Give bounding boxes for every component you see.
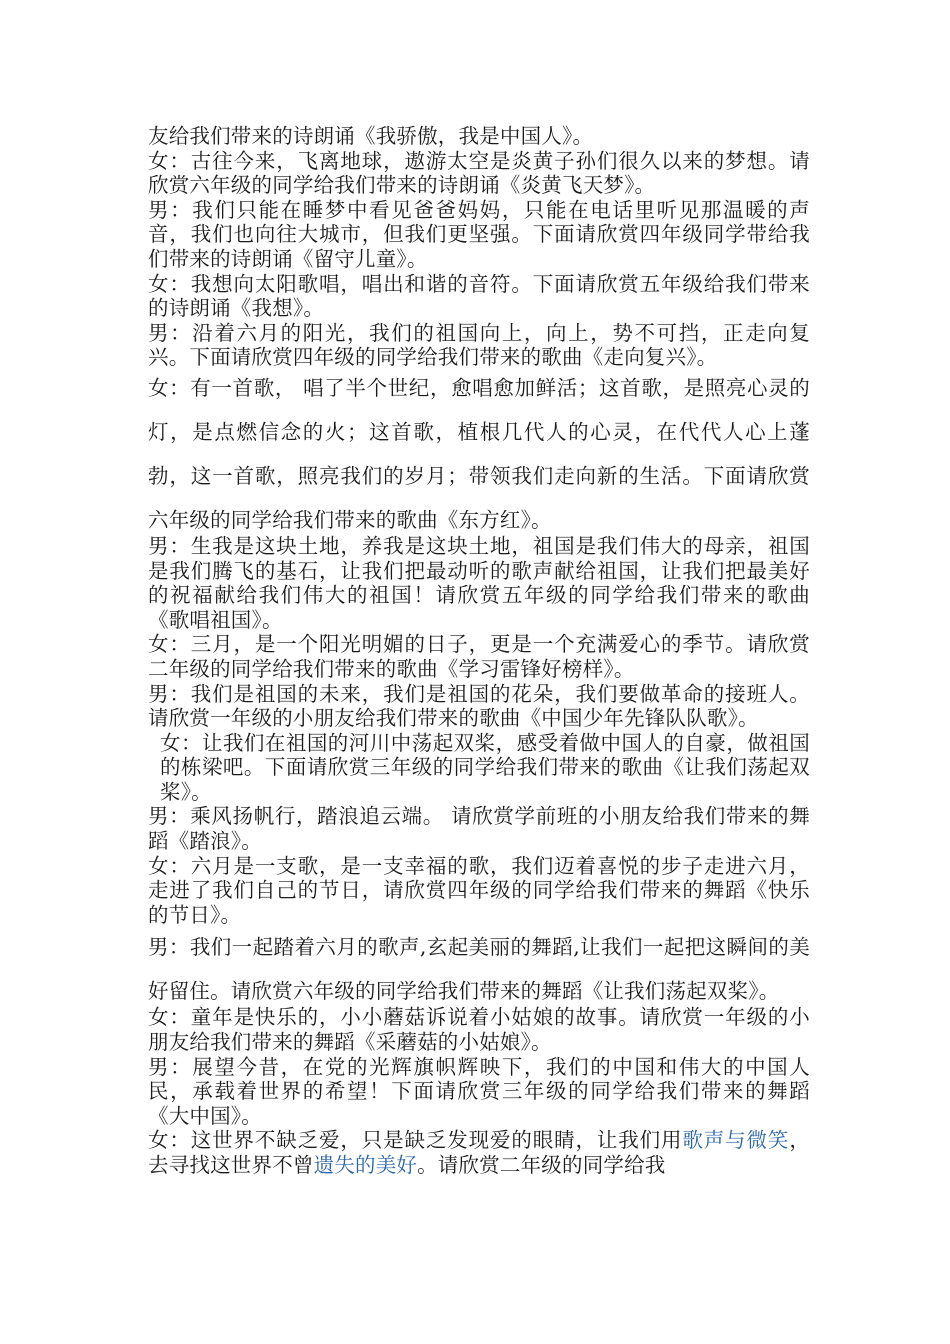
paragraph: 男：生我是这块土地，养我是这块土地，祖国是我们伟大的母亲，祖国是我们腾飞的基石，让我们把最动听的歌声献给祖国，让我们把最美好的祝福献给我们伟大的祖国！请欣赏五年级的同学给我们带来的歌曲《歌唱祖国》。	[148, 533, 810, 632]
paragraph: 男：我们一起踏着六月的歌声,玄起美丽的舞蹈,让我们一起把这瞬间的美好留住。请欣赏六年级的同学给我们带来的舞蹈《让我们荡起双桨》。	[148, 935, 810, 1004]
paragraph: 女：我想向太阳歌唱，唱出和谐的音符。下面请欣赏五年级给我们带来的诗朗诵《我想》。	[148, 271, 810, 321]
paragraph: 男：我们只能在睡梦中看见爸爸妈妈，只能在电话里听见那温暖的声音，我们也向往大城市，但我们更坚强。下面请欣赏四年级同学带给我们带来的诗朗诵《留守儿童》。	[148, 197, 810, 271]
paragraph: 男：我们是祖国的未来，我们是祖国的花朵，我们要做革命的接班人。请欣赏一年级的小朋友给我们带来的歌曲《中国少年先锋队队歌》。	[148, 681, 810, 731]
text-run: ，去寻找这世界不曾	[148, 1128, 811, 1177]
paragraph: 女：古往今来，飞离地球，遨游太空是炎黄子孙们很久以来的梦想。请欣赏六年级的同学给我们带来的诗朗诵《炎黄飞天梦》。	[148, 148, 810, 198]
hyperlink-lost-beauty[interactable]: 遗失的美好	[313, 1153, 418, 1177]
paragraph-last	[148, 1128, 810, 1177]
text-run: 。请欣赏二年级的同学给我	[417, 1153, 666, 1177]
paragraph: 女：童年是快乐的，小小蘑菇诉说着小姑娘的故事。请欣赏一年级的小朋友给我们带来的舞蹈《采蘑菇的小姑娘》。	[148, 1005, 810, 1055]
paragraph: 男：乘风扬帆行，踏浪追云端。 请欣赏学前班的小朋友给我们带来的舞蹈《踏浪》。	[148, 804, 810, 854]
paragraph: 女：有一首歌， 唱了半个世纪，愈唱愈加鲜活；这首歌，是照亮心灵的灯，是点燃信念的火；这首歌，植根几代人的心灵，在代代人心上蓬勃，这一首歌，照亮我们的岁月；带领我们走向新的生活。下面请欣赏六年级的同学给我们带来的歌曲《东方红》。	[148, 375, 810, 532]
hyperlink-singing-smile[interactable]: 歌声与微笑	[682, 1128, 790, 1153]
paragraph: 女：让我们在祖国的河川中荡起双桨，感受着做中国人的自豪，做祖国的栋梁吧。下面请欣赏三年级的同学给我们带来的歌曲《让我们荡起双桨》。	[160, 730, 810, 804]
paragraph: 女：三月，是一个阳光明媚的日子，更是一个充满爱心的季节。请欣赏二年级的同学给我们带来的歌曲《学习雷锋好榜样》。	[148, 632, 810, 681]
paragraph: 友给我们带来的诗朗诵《我骄傲，我是中国人》。	[148, 124, 594, 148]
document-body	[148, 124, 810, 1178]
paragraph: 女：六月是一支歌，是一支幸福的歌，我们迈着喜悦的步子走进六月，走进了我们自己的节日，请欣赏四年级的同学给我们带来的舞蹈《快乐的节日》。	[148, 853, 810, 927]
paragraph: 男：展望今昔，在党的光辉旗帜辉映下，我们的中国和伟大的中国人民，承载着世界的希望！下面请欣赏三年级的同学给我们带来的舞蹈《大中国》。	[148, 1054, 810, 1128]
paragraph: 男：沿着六月的阳光，我们的祖国向上，向上，势不可挡，正走向复兴。下面请欣赏四年级的同学给我们带来的歌曲《走向复兴》。	[148, 320, 810, 370]
text-run: 女：这世界不缺乏爱，只是缺乏发现爱的眼睛，让我们用	[148, 1128, 683, 1153]
